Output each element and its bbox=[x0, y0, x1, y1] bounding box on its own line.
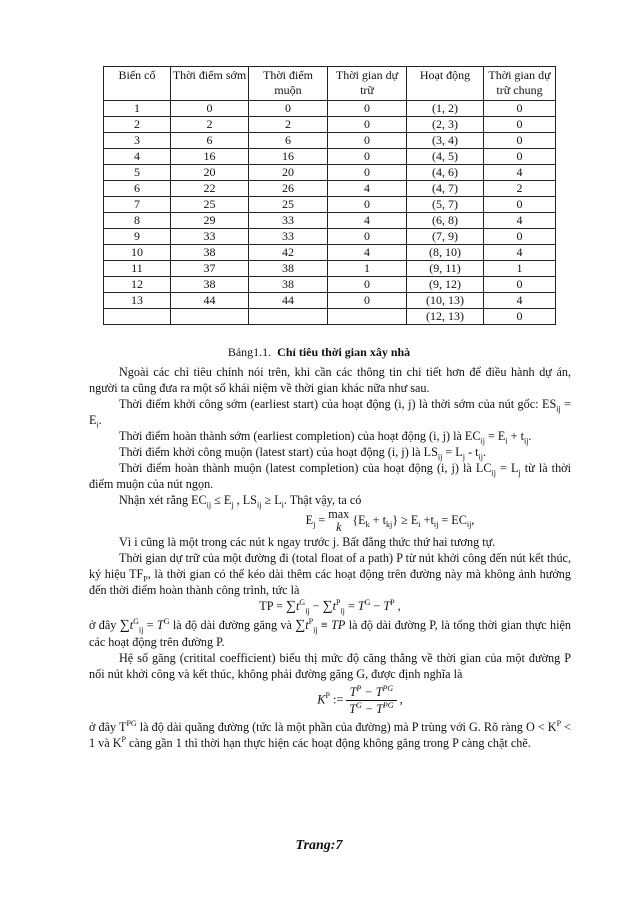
table-cell: 0 bbox=[249, 101, 328, 117]
col-header: Thời gian dự trữ bbox=[328, 67, 407, 101]
table-cell: 1 bbox=[484, 261, 556, 277]
table-header-row bbox=[104, 67, 556, 101]
table-cell: 0 bbox=[484, 133, 556, 149]
table-cell: 9 bbox=[104, 229, 171, 245]
table-cell: 2 bbox=[171, 117, 249, 133]
table-row bbox=[104, 261, 556, 277]
table-cell: 1 bbox=[104, 101, 171, 117]
table-cell: (8, 10) bbox=[407, 245, 484, 261]
table-cell: 11 bbox=[104, 261, 171, 277]
paragraph: Nhận xét rằng $EC_{ij} \le E_j$ , $LS_{ij} \ge L_i$. Thật vậy, ta có bbox=[119, 493, 362, 510]
paragraph: Thời điểm hoàn thành muộn (latest completion) của hoạt động (i, j) là $LC_{ij} = L_j$ từ là thời điểm muộn của nút ngọn. bbox=[89, 461, 571, 491]
table-cell: 4 bbox=[328, 181, 407, 197]
equation: $K^P$ := $\frac{T^P - T^{PG}}{T^G - T^{PG}}$ , bbox=[317, 683, 403, 716]
table-cell: 22 bbox=[171, 181, 249, 197]
table-cell: 1 bbox=[328, 261, 407, 277]
table-cell: 38 bbox=[249, 261, 328, 277]
table-cell: 0 bbox=[484, 197, 556, 213]
table-cell: 16 bbox=[171, 149, 249, 165]
table-cell: 42 bbox=[249, 245, 328, 261]
table-cell: 2 bbox=[484, 181, 556, 197]
table-cell: 4 bbox=[484, 245, 556, 261]
table-cell: 29 bbox=[171, 213, 249, 229]
body-text bbox=[89, 364, 571, 751]
paragraph: Vì i cũng là một trong các nút k ngay trước j. Bất đẳng thức thứ hai tương tự. bbox=[119, 535, 496, 549]
table-cell bbox=[249, 309, 328, 325]
table-cell: 4 bbox=[484, 165, 556, 181]
table-cell: (6, 8) bbox=[407, 213, 484, 229]
table-row bbox=[104, 101, 556, 117]
table-cell: (4, 6) bbox=[407, 165, 484, 181]
table-cell: 4 bbox=[328, 213, 407, 229]
col-header: Thời gian dự trữ chung bbox=[484, 67, 556, 101]
table-cell: 8 bbox=[104, 213, 171, 229]
table-row bbox=[104, 229, 556, 245]
table-cell: (12, 13) bbox=[407, 309, 484, 325]
table-cell: (7, 9) bbox=[407, 229, 484, 245]
table-cell bbox=[328, 309, 407, 325]
table-cell: 0 bbox=[328, 277, 407, 293]
table-cell: 0 bbox=[328, 229, 407, 245]
table-cell: 16 bbox=[249, 149, 328, 165]
table-cell: 37 bbox=[171, 261, 249, 277]
table-cell: (10, 13) bbox=[407, 293, 484, 309]
table-cell: 0 bbox=[484, 149, 556, 165]
table-cell: 20 bbox=[249, 165, 328, 181]
table-cell: 0 bbox=[328, 149, 407, 165]
table-cell: 33 bbox=[249, 229, 328, 245]
table-cell: 38 bbox=[171, 277, 249, 293]
table-row bbox=[104, 165, 556, 181]
table-cell: 0 bbox=[328, 133, 407, 149]
table-cell bbox=[171, 309, 249, 325]
table-cell: 7 bbox=[104, 197, 171, 213]
table-cell: 4 bbox=[484, 213, 556, 229]
table-row bbox=[104, 245, 556, 261]
table-cell: (9, 12) bbox=[407, 277, 484, 293]
table-cell: 0 bbox=[328, 101, 407, 117]
table-cell: 0 bbox=[171, 101, 249, 117]
equation: TP = $\sum t^G_{ij} - \sum t^P_{ij} = T^G - T^P$ , bbox=[259, 597, 401, 616]
table-cell: 25 bbox=[171, 197, 249, 213]
table-cell: 26 bbox=[249, 181, 328, 197]
table-cell: 0 bbox=[328, 117, 407, 133]
table-cell: 33 bbox=[249, 213, 328, 229]
table-row bbox=[104, 149, 556, 165]
table-cell: (4, 7) bbox=[407, 181, 484, 197]
table-cell: 0 bbox=[328, 165, 407, 181]
page-number: Trang:7 bbox=[295, 838, 343, 853]
schedule-table bbox=[103, 66, 556, 325]
caption-title: Chỉ tiêu thời gian xây nhà bbox=[277, 345, 411, 359]
table-cell: 12 bbox=[104, 277, 171, 293]
table-cell: 4 bbox=[104, 149, 171, 165]
table-cell: 0 bbox=[484, 277, 556, 293]
table-cell: 3 bbox=[104, 133, 171, 149]
table-cell: 4 bbox=[484, 293, 556, 309]
table-cell: 6 bbox=[171, 133, 249, 149]
table-cell bbox=[104, 309, 171, 325]
table-cell: 2 bbox=[104, 117, 171, 133]
table-row bbox=[104, 293, 556, 309]
table-cell: 0 bbox=[328, 197, 407, 213]
table-cell: 38 bbox=[171, 245, 249, 261]
table-cell: 6 bbox=[104, 181, 171, 197]
table-cell: 20 bbox=[171, 165, 249, 181]
table-cell: (1, 2) bbox=[407, 101, 484, 117]
col-header: Thời điểm muộn bbox=[249, 67, 328, 101]
table-cell: 25 bbox=[249, 197, 328, 213]
table-cell: 33 bbox=[171, 229, 249, 245]
table-cell: 0 bbox=[484, 229, 556, 245]
table-cell: 10 bbox=[104, 245, 171, 261]
table-cell: 4 bbox=[328, 245, 407, 261]
table-cell: (9, 11) bbox=[407, 261, 484, 277]
table-row bbox=[104, 133, 556, 149]
table-cell: 5 bbox=[104, 165, 171, 181]
col-header: Thời điểm sớm bbox=[171, 67, 249, 101]
table-cell: 38 bbox=[249, 277, 328, 293]
table-cell: 44 bbox=[249, 293, 328, 309]
table-cell: (3, 4) bbox=[407, 133, 484, 149]
table-row bbox=[104, 197, 556, 213]
table-row bbox=[104, 117, 556, 133]
equation: $E_j = \max$ k $\{E_k + t_{kj}\} \ge E_i +t_{ij} = EC_{ij}$, bbox=[305, 507, 475, 534]
table-cell: (5, 7) bbox=[407, 197, 484, 213]
table-caption bbox=[0, 345, 638, 360]
paragraph: ở đây $T^{PG}$ là độ dài quãng đường (tức là một phần của đường) mà P trùng với G. Rõ ràng $O < K^P < 1$ và $K^P$ càng gần 1 thì thời hạn thực hiện các hoạt động không găng trong P càng chặt chẽ. bbox=[89, 718, 571, 750]
table-row bbox=[104, 277, 556, 293]
table-cell: 0 bbox=[484, 117, 556, 133]
paragraph: Thời điểm khởi công muộn (latest start) của hoạt động (i, j) là $LS_{ij} = L_j - t_{ij}$. bbox=[119, 445, 487, 462]
paragraph: ở đây $\sum t^G_{ij} = T^G$ là độ dài đường găng và $\sum t^P_{ij}$ ≡ TP là độ dài đường P, là tổng thời gian thực hiện các hoạt động trên đường P. bbox=[89, 616, 572, 649]
paragraph: Thời điểm khởi công sớm (earliest start) của hoạt động (i, j) là thời sớm của nút gốc: $ES_{ij} = E_i$. bbox=[89, 397, 571, 430]
table-cell: 0 bbox=[328, 293, 407, 309]
table-row bbox=[104, 181, 556, 197]
paragraph: Thời điểm hoàn thành sớm (earliest completion) của hoạt động (i, j) là $EC_{ij} = E_i + t_{ij}$. bbox=[119, 429, 532, 446]
paragraph: Ngoài các chỉ tiêu chính nói trên, khi cần các thông tin chi tiết hơn để điều hành dự án, người ta cũng đưa ra một số khái niệm về thời gian khác nữa như sau. bbox=[89, 365, 571, 395]
col-header: Hoạt động bbox=[407, 67, 484, 101]
table-cell: 13 bbox=[104, 293, 171, 309]
table-cell: (2, 3) bbox=[407, 117, 484, 133]
table-row bbox=[104, 213, 556, 229]
table-cell: 0 bbox=[484, 309, 556, 325]
table-cell: (4, 5) bbox=[407, 149, 484, 165]
table-cell: 0 bbox=[484, 101, 556, 117]
table-cell: 2 bbox=[249, 117, 328, 133]
caption-prefix: Bảng1.1. bbox=[227, 345, 272, 359]
paragraph: Hệ số găng (critital coefficient) biểu thị mức độ căng thẳng về thời gian của một đường P nối nút khởi công và kết thúc, không phải đường găng G, được định nghĩa là bbox=[89, 651, 571, 681]
col-header: Biến cố bbox=[104, 67, 171, 101]
table-cell: 6 bbox=[249, 133, 328, 149]
paragraph: Thời gian dự trữ của một đường đi (total float of a path) P từ nút khởi công đến nút kết thúc, ký hiệu $TF_P$, là thời gian có thể kéo dài thêm các hoạt động trên đường này mà không ảnh hưởng đến thời điểm hoàn thành công trình, tức là bbox=[89, 551, 571, 597]
table-row bbox=[104, 309, 556, 325]
table-cell: 44 bbox=[171, 293, 249, 309]
